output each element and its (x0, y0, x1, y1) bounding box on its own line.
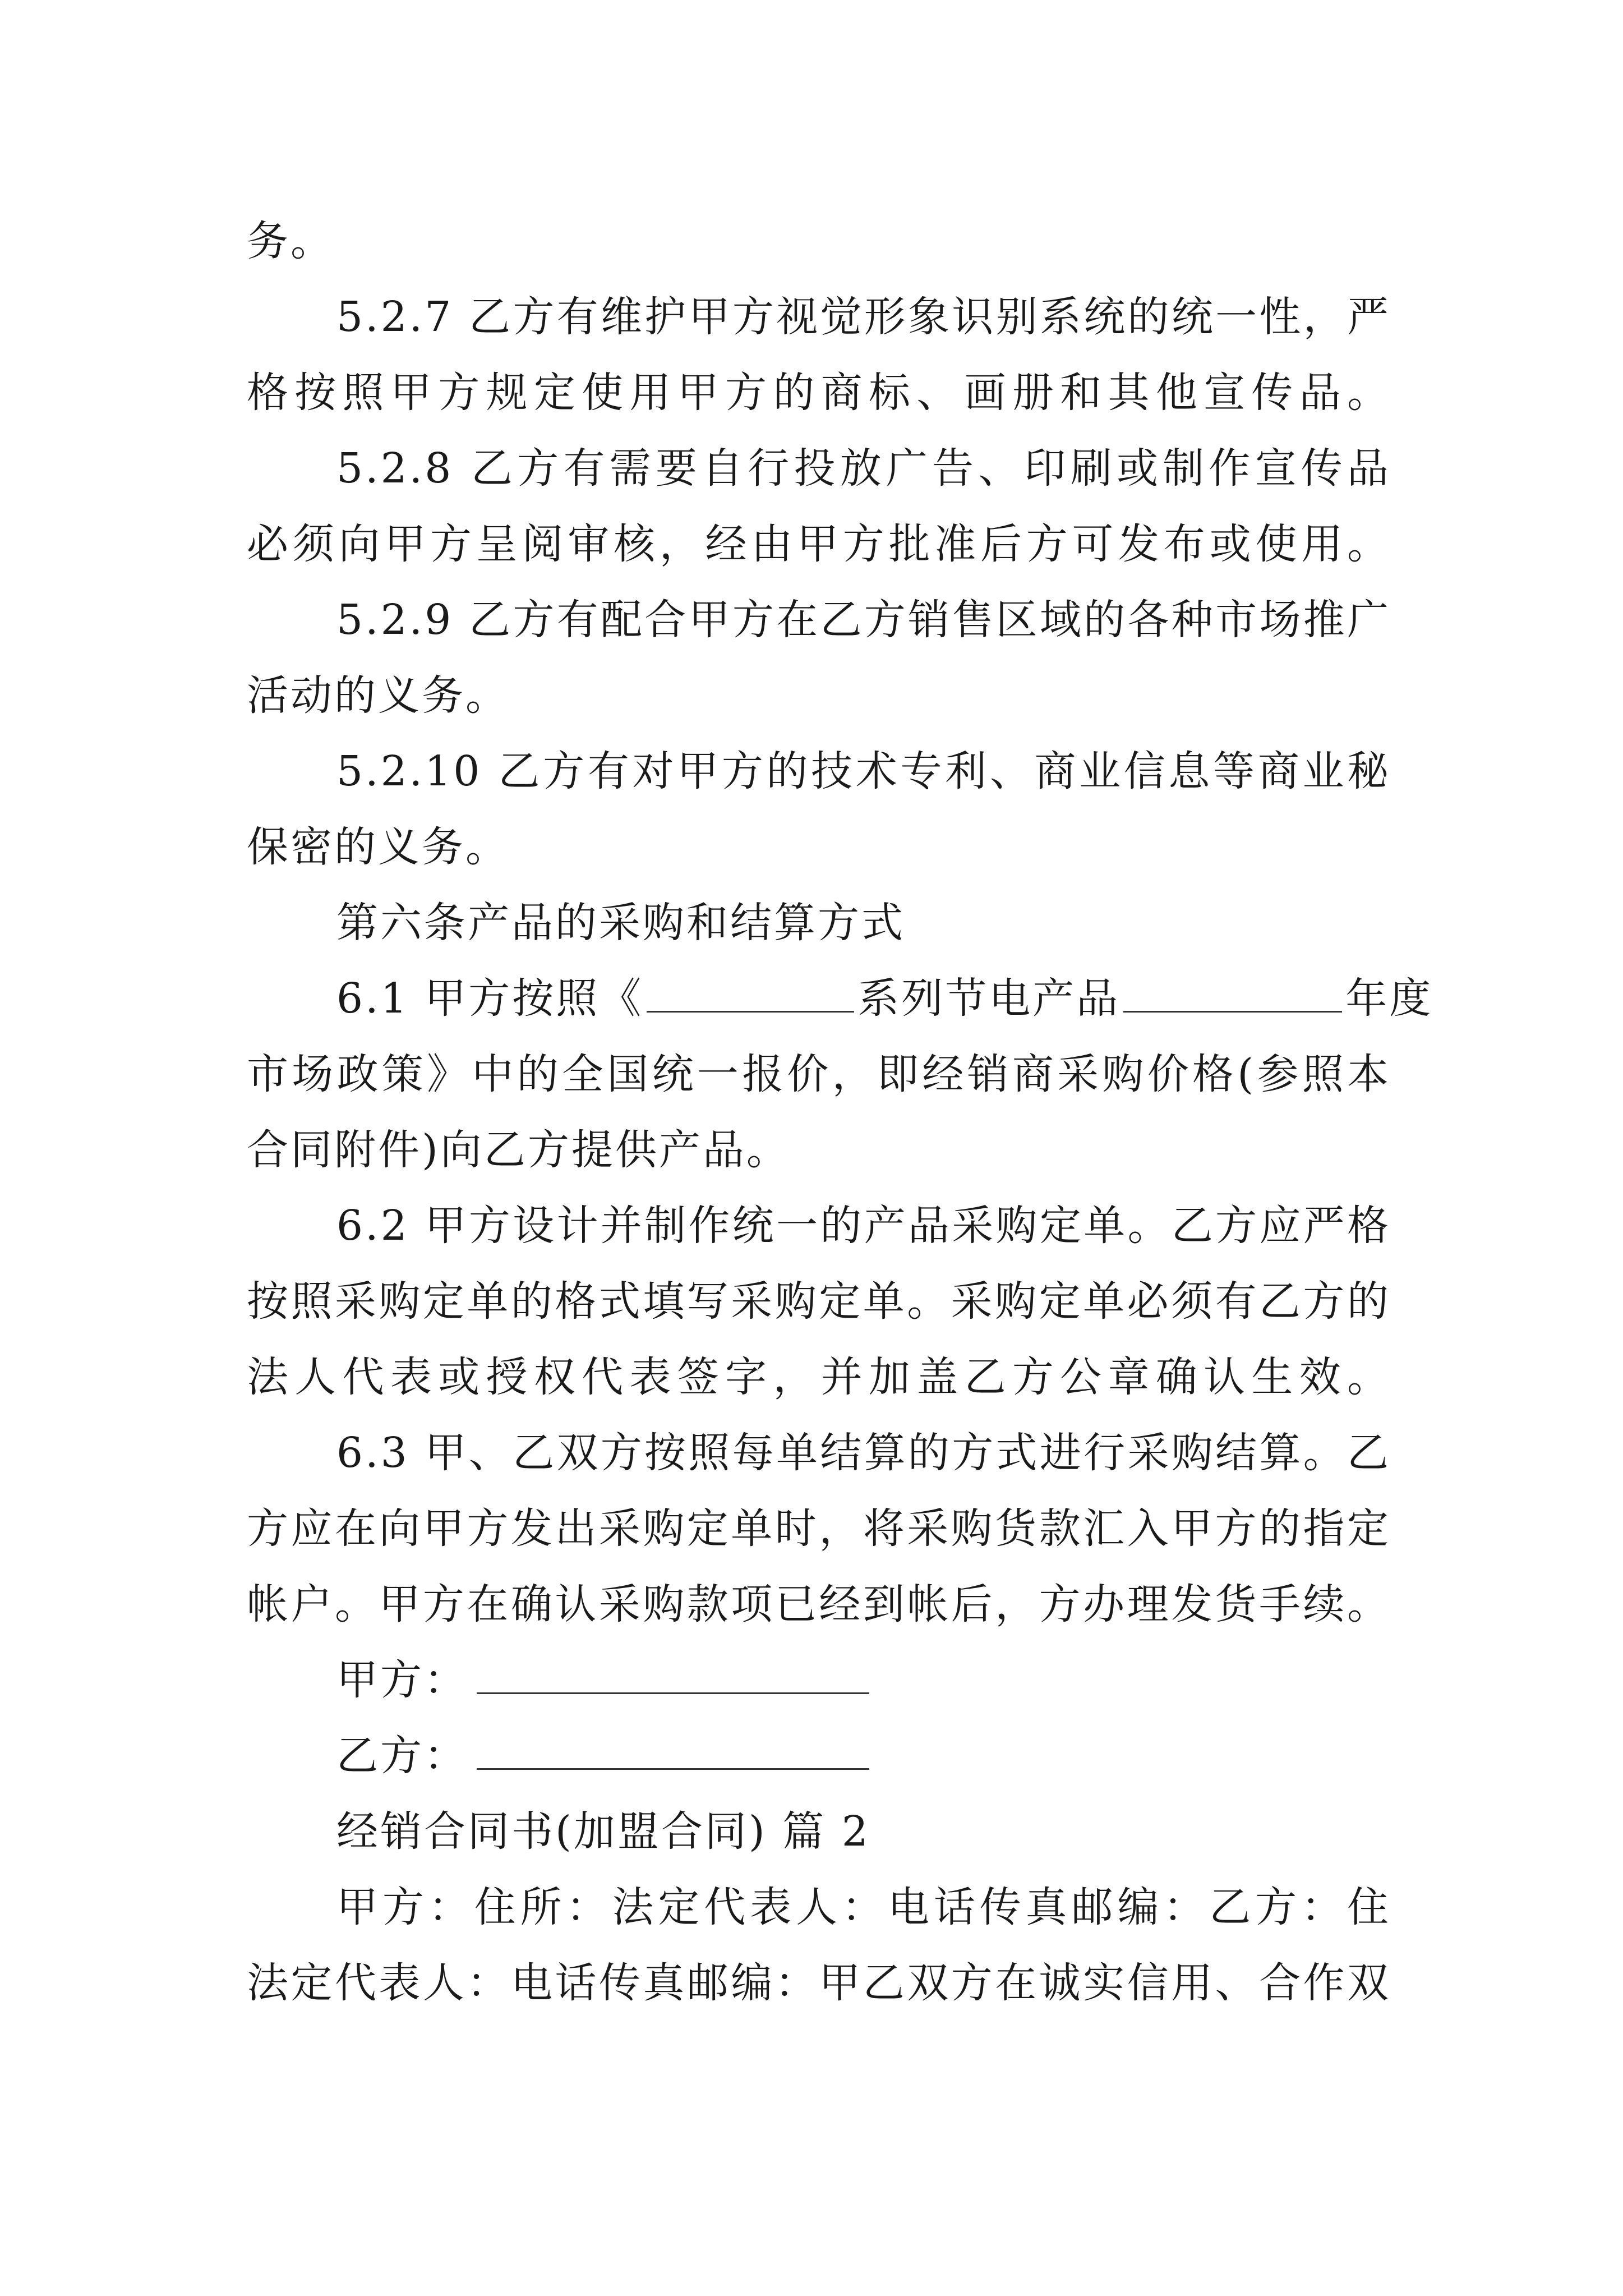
text-line: 务。 (247, 217, 334, 265)
text-fragment: 年度 (1345, 974, 1433, 1023)
text-line: 帐户。甲方在确认采购款项已经到帐后，方办理发货手续。 (247, 1580, 1391, 1628)
section-heading: 第六条产品的采购和结算方式 (336, 899, 905, 947)
party-a-signature-blank[interactable] (477, 1653, 869, 1694)
text-line: 法定代表人：电话传真邮编：甲乙双方在诚实信用、合作双 (247, 1959, 1391, 2007)
text-line: 法人代表或授权代表签字，并加盖乙方公章确认生效。 (247, 1353, 1391, 1401)
signature-line-party-a (336, 1652, 1391, 1708)
text-line: 甲方：住所：法定代表人：电话传真邮编：乙方：住 (336, 1883, 1391, 1931)
text-line: 5.2.7 乙方有维护甲方视觉形象识别系统的统一性，严 (336, 293, 1391, 341)
section-title: 经销合同书(加盟合同) 篇 2 (336, 1807, 870, 1856)
text-fragment: 6.1 甲方按照《 (336, 974, 644, 1023)
fill-in-blank[interactable] (647, 972, 854, 1013)
text-line: 合同附件)向乙方提供产品。 (247, 1126, 790, 1174)
text-line: 保密的义务。 (247, 823, 509, 871)
text-line: 5.2.9 乙方有配合甲方在乙方销售区域的各种市场推广 (336, 596, 1391, 644)
signature-line-party-b (336, 1728, 1391, 1784)
text-line: 活动的义务。 (247, 671, 509, 720)
text-line: 格按照甲方规定使用甲方的商标、画册和其他宣传品。 (247, 369, 1391, 417)
party-b-label: 乙方： (336, 1732, 468, 1780)
text-line: 5.2.8 乙方有需要自行投放广告、印刷或制作宣传品 (336, 444, 1391, 493)
text-line: 6.2 甲方设计并制作统一的产品采购定单。乙方应严格 (336, 1202, 1391, 1250)
text-line: 6.3 甲、乙双方按照每单结算的方式进行采购结算。乙 (336, 1429, 1391, 1477)
text-line-with-blanks (336, 970, 1433, 1027)
fill-in-blank[interactable] (1123, 972, 1342, 1013)
text-line: 方应在向甲方发出采购定单时，将采购货款汇入甲方的指定 (247, 1504, 1391, 1553)
text-line: 必须向甲方呈阅审核，经由甲方批准后方可发布或使用。 (247, 520, 1391, 568)
party-b-signature-blank[interactable] (477, 1729, 869, 1770)
text-line: 5.2.10 乙方有对甲方的技术专利、商业信息等商业秘 (336, 747, 1391, 795)
text-line: 按照采购定单的格式填写采购定单。采购定单必须有乙方的 (247, 1277, 1391, 1326)
text-fragment: 系列节电产品 (857, 974, 1121, 1023)
text-line: 市场政策》中的全国统一报价，即经销商采购价格(参照本 (247, 1050, 1391, 1098)
party-a-label: 甲方： (336, 1656, 468, 1704)
